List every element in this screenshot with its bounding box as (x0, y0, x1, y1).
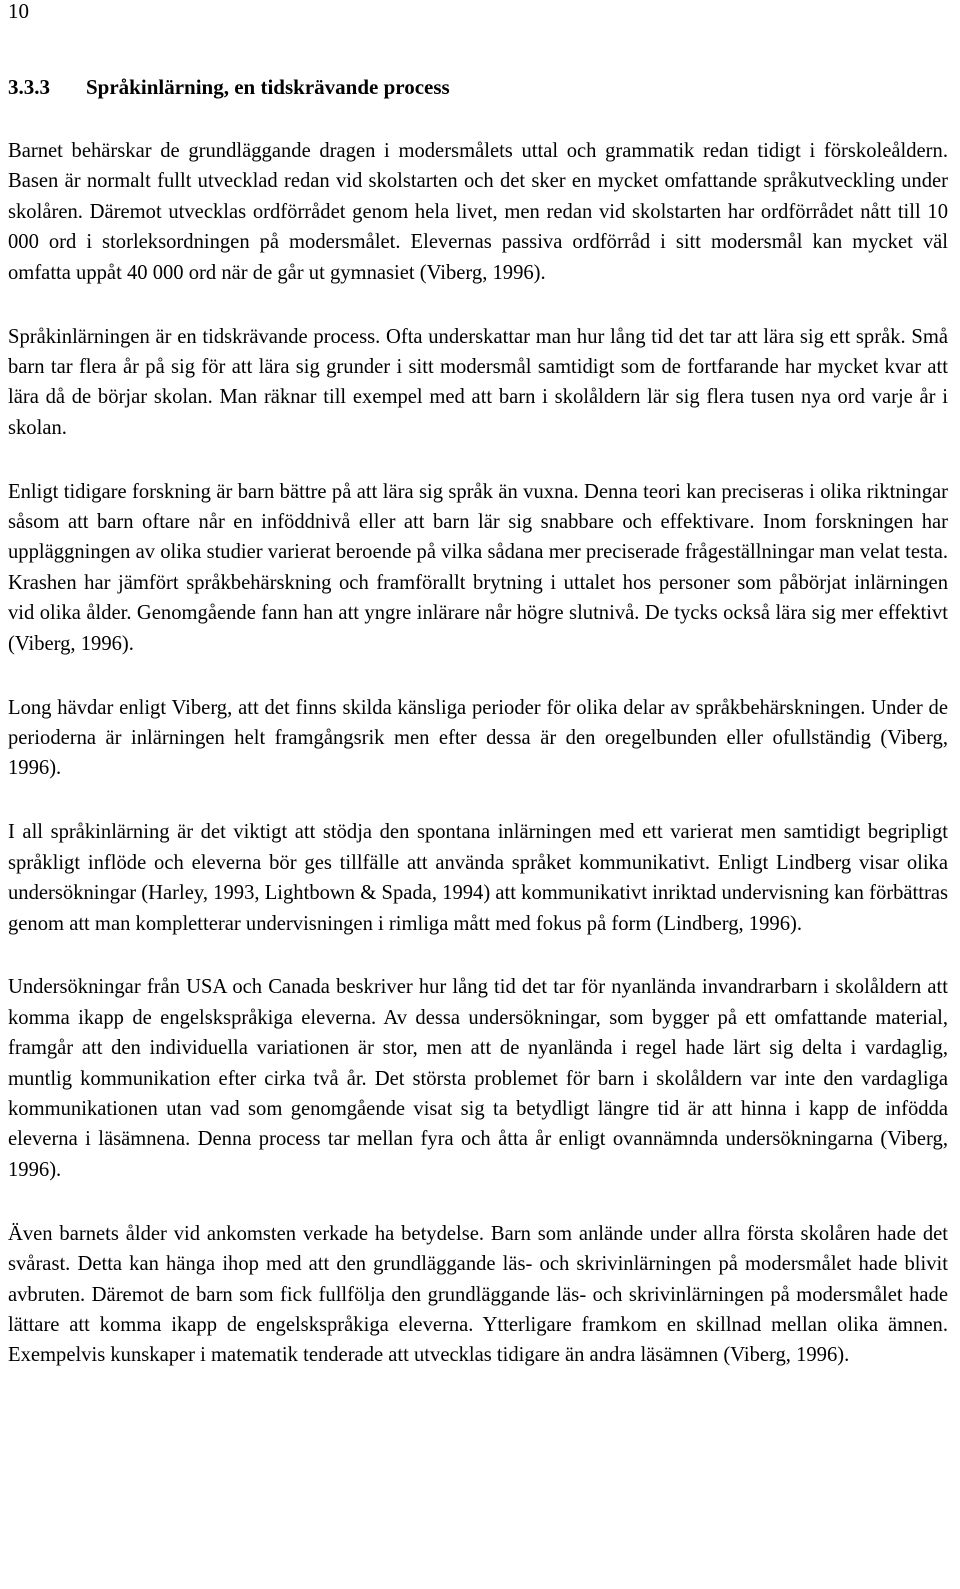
paragraph: Även barnets ålder vid ankomsten verkade ha betydelse. Barn som anlände under allra första skolåren hade det svårast. Detta kan hänga ihop med att den grundläggande läs- och skrivinlärningen på modersmålet hade blivit avbruten. Däremot de barn som fick fullfölja den grundläggande läs- och skrivinlärningen på modersmålet hade lättare att komma ikapp de engelskspråkiga eleverna. Ytterligare framkom en skillnad mellan olika ämnen. Exempelvis kunskaper i matematik tenderade att utvecklas tidigare än andra läsämnen (Viberg, 1996). (8, 1222, 948, 1367)
paragraph: I all språkinlärning är det viktigt att stödja den spontana inlärningen med ett varierat men samtidigt begripligt språkligt inflöde och eleverna bör ges tillfälle att använda språket kommunikativt. Enligt Lindberg visar olika undersökningar (Harley, 1993, Lightbown & Spada, 1994) att kommunikativt inriktad undervisning kan förbättras genom att man kompletterar undervisningen i rimliga mått med fokus på form (Lindberg, 1996). (8, 821, 948, 935)
paragraph: Undersökningar från USA och Canada beskriver hur lång tid det tar för nyanlända invandrarbarn i skolåldern att komma ikapp de engelskspråkiga eleverna. Av dessa undersökningar, som bygger på ett omfattande material, framgår att den individuella variationen är stor, men att de nyanlända i regel hade lärt sig delta i vardaglig, muntlig kommunikation efter cirka två år. Det största problemet för barn i skolåldern var inte den vardagliga kommunikationen utan vad som genomgående visat sig ta betydligt längre tid är att hinna i kapp de infödda eleverna i läsämnena. Denna process tar mellan fyra och åtta år enligt ovannämnda undersökningarna (Viberg, 1996). (8, 976, 948, 1181)
body-text (8, 136, 948, 1404)
section-number: 3.3.3 (8, 75, 50, 99)
paragraph: Barnet behärskar de grundläggande dragen i modersmålets uttal och grammatik redan tidigt i förskoleåldern. Basen är normalt fullt utvecklad redan vid skolstarten och det sker en mycket omfattande språkutveckling under skolåren. Däremot utvecklas ordförrådet genom hela livet, men redan vid skolstarten har ordförrådet nått till 10 000 ord i storleksordningen på modersmålet. Elevernas passiva ordförråd i sitt modersmål kan mycket väl omfatta uppåt 40 000 ord när de går ut gymnasiet (Viberg, 1996). (8, 140, 948, 284)
page-number: 10 (8, 0, 29, 23)
section-title: Språkinlärning, en tidskrävande process (86, 75, 450, 99)
paragraph: Enligt tidigare forskning är barn bättre på att lära sig språk än vuxna. Denna teori kan preciseras i olika riktningar såsom att barn oftare når en inföddnivå eller att barn lär sig snabbare och effektivare. Inom forskningen har uppläggningen av olika studier varierat beroende på vilka sådana mer preciserade frågeställningar man velat testa. Krashen har jämfört språkbehärskning och framförallt brytning i uttalet hos personer som påbörjat inlärningen vid olika ålder. Genomgående fann han att yngre inlärare når högre slutnivå. De tycks också lära sig mer effektivt (Viberg, 1996). (8, 480, 948, 655)
paragraph: Språkinlärningen är en tidskrävande process. Ofta underskattar man hur lång tid det tar att lära sig ett språk. Små barn tar flera år på sig för att lära sig grunder i sitt modersmål samtidigt som de fortfarande har mycket kvar att lära då de börjar skolan. Man räknar till exempel med att barn i skolåldern lär sig flera tusen nya ord varje år i skolan. (8, 325, 948, 439)
section-heading (8, 74, 450, 100)
paragraph: Long hävdar enligt Viberg, att det finns skilda känsliga perioder för olika delar av språkbehärskningen. Under de perioderna är inlärningen helt framgångsrik men efter dessa är den oregelbunden eller ofullständig (Viberg, 1996). (8, 696, 948, 780)
